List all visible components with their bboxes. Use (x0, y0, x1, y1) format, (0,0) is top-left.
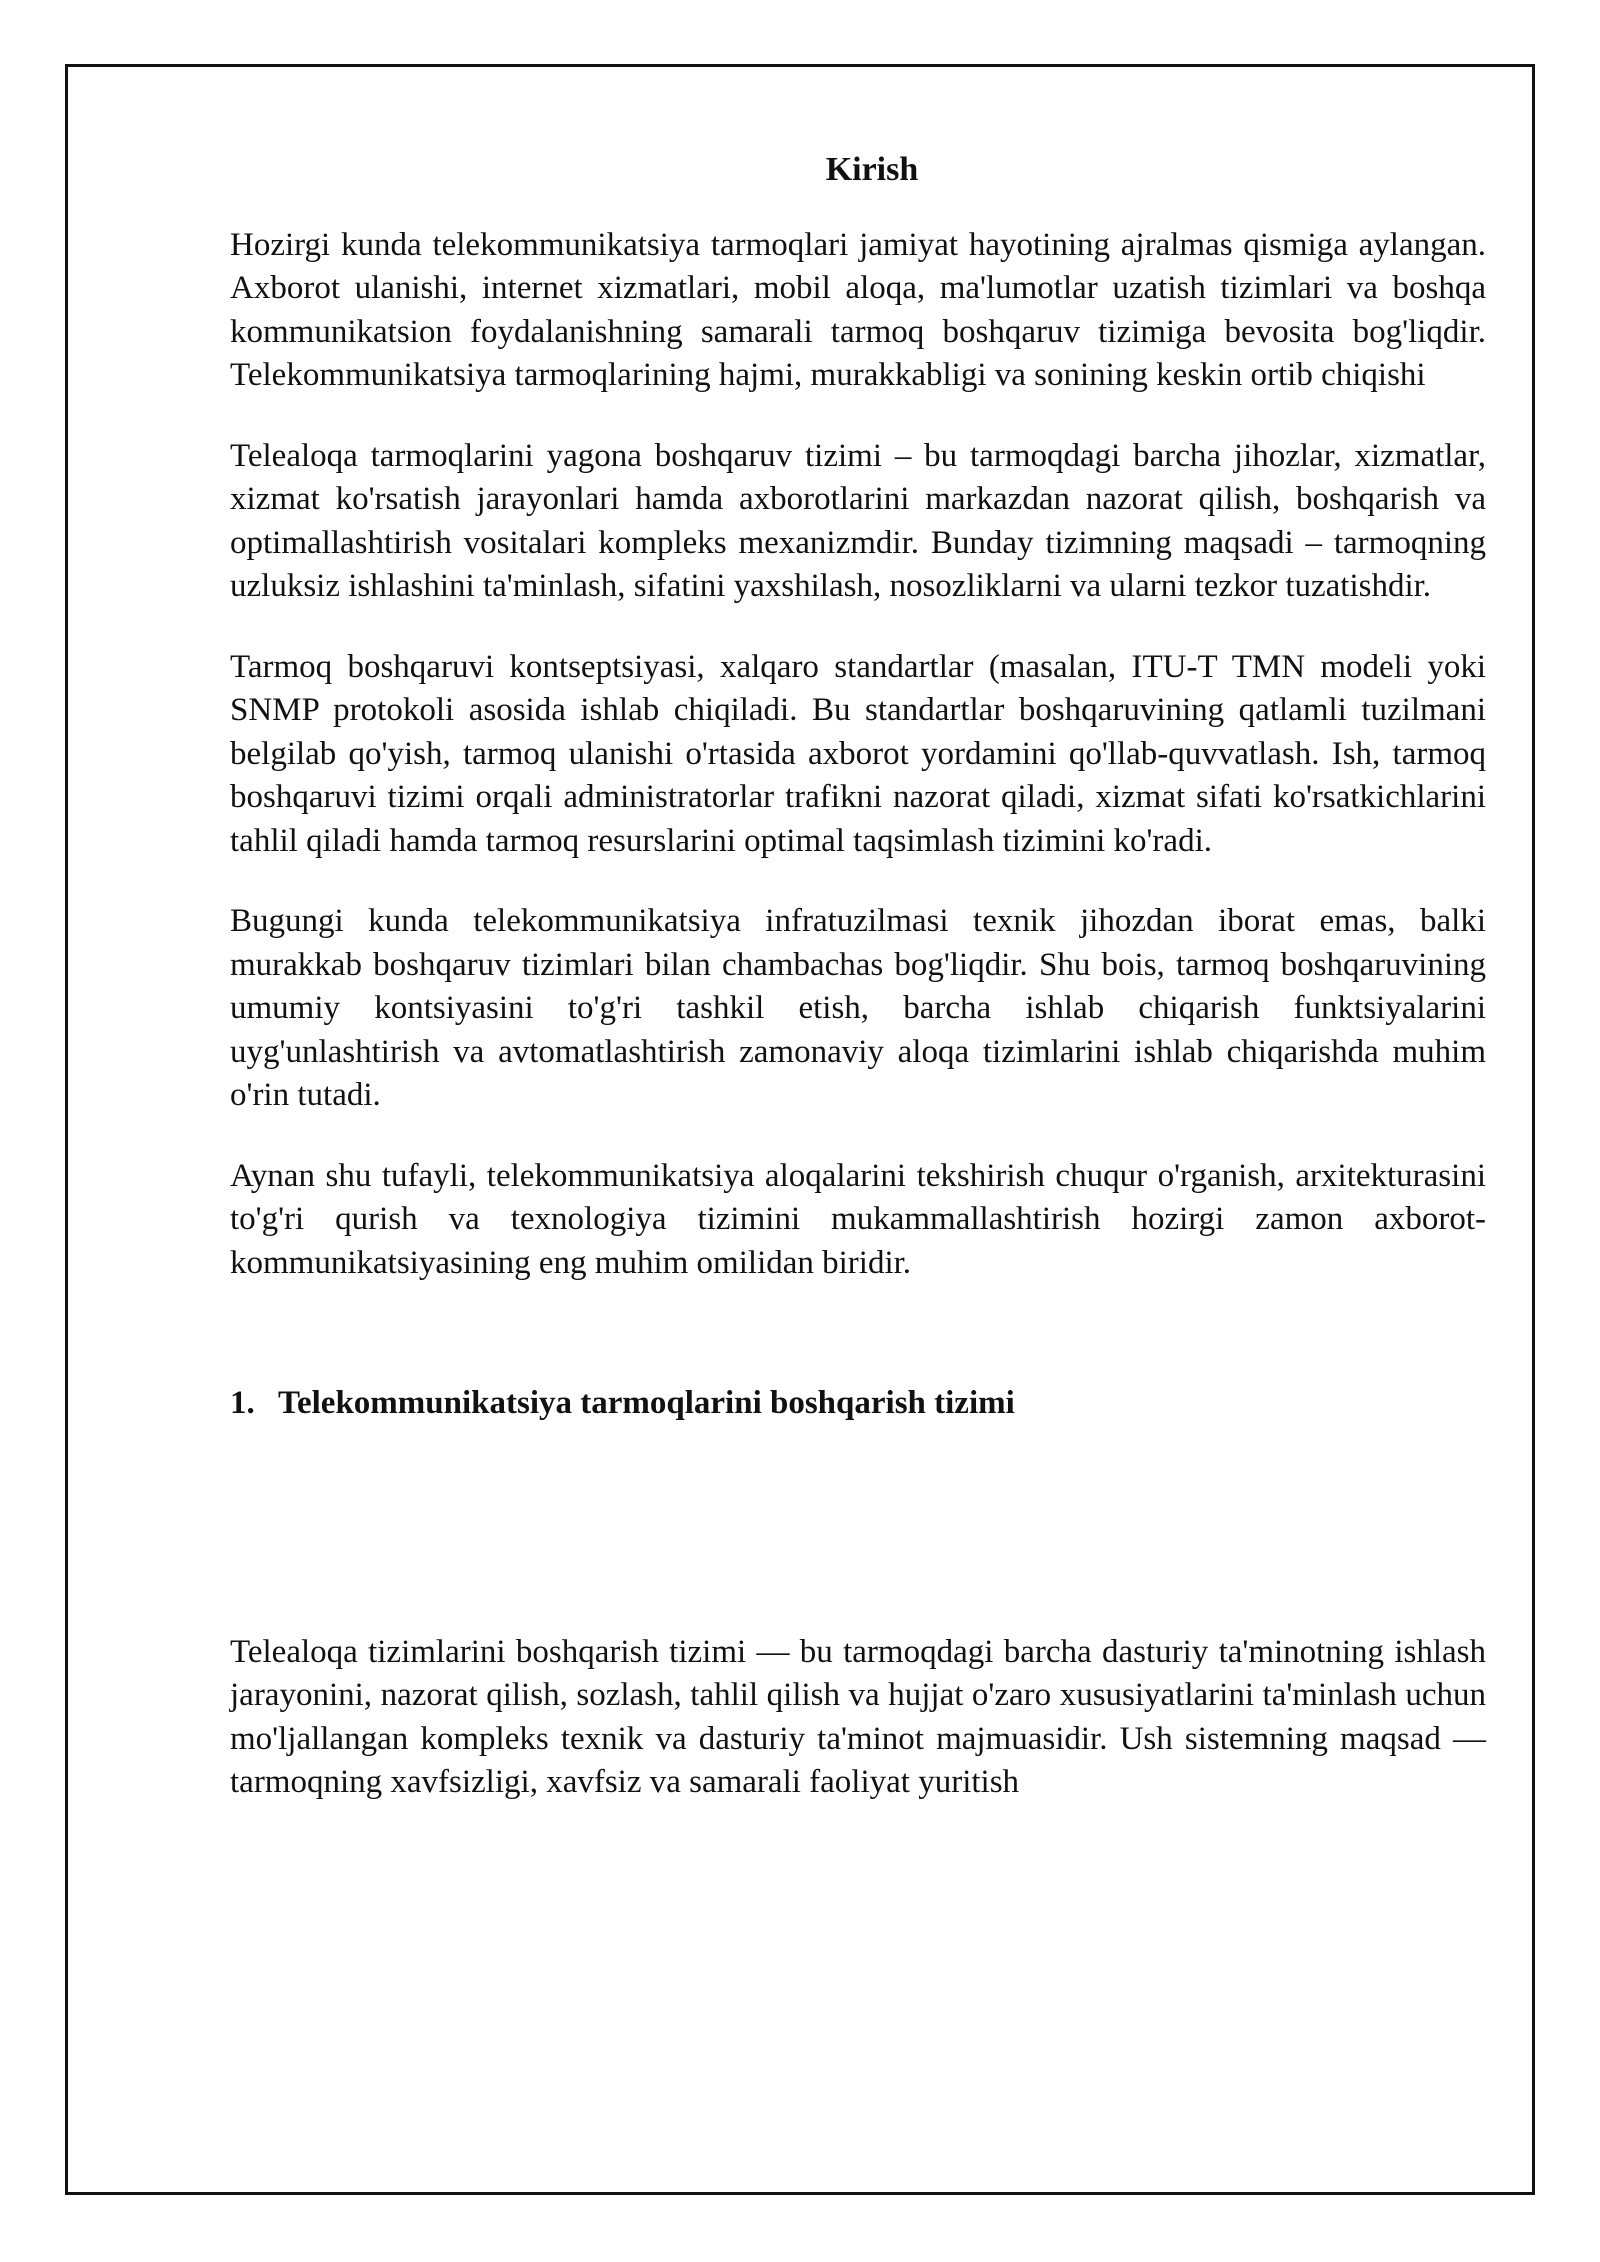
section-number: 1. (230, 1385, 255, 1421)
paragraph-3: Tarmoq boshqaruvi kontseptsiyasi, xalqaro standartlar (masalan, ITU-T TMN modeli yoki SNMP protokoli asosida ishlab chiqiladi. Bu standartlar boshqaruvining qatlamli tuzilmani belgilab qo'yish, tarmoq ulanishi o'rtasida axborot yordamini qo'llab-quvvatlash. Ish, tarmoq boshqaruvi tizimi orqali administratorlar trafikni nazorat qiladi, xizmat sifati ko'rsatkichlarini tahlil qiladi hamda tarmoq resurslarini optimal taqsimlash tizimini ko'radi. (230, 648, 1486, 859)
page-title: Kirish (825, 151, 919, 188)
paragraph-1: Hozirgi kunda telekommunikatsiya tarmoqlari jamiyat hayotining ajralmas qismiga aylangan. Axborot ulanishi, internet xizmatlari, mobil aloqa, ma'lumotlar uzatish tizimlari va boshqa kommunikatsion foydalanishning samarali tarmoq boshqaruv tizimiga bevosita bog'liqdir. Telekommunikatsiya tarmoqlarining hajmi, murakkabligi va sonining keskin ortib chiqishi (230, 226, 1486, 393)
section-heading (230, 1382, 1486, 1426)
section-paragraph: Telealoqa tizimlarini boshqarish tizimi — bu tarmoqdagi barcha dasturiy ta'minotning ishlash jarayonini, nazorat qilish, sozlash, tahlil qilish va hujjat o'zaro xususiyatlarini ta'minlash uchun mo'ljallangan kompleks texnik va dasturiy ta'minot majmuasidir. Ush sistemning maqsad — tarmoqning xavfsizligi, xavfsiz va samarali faoliyat yuritish (230, 1633, 1486, 1800)
paragraph-2: Telealoqa tarmoqlarini yagona boshqaruv tizimi – bu tarmoqdagi barcha jihozlar, xizmatlar, xizmat ko'rsatish jarayonlari hamda axborotlarini markazdan nazorat qilish, boshqarish va optimallashtirish vositalari kompleks mexanizmdir. Bunday tizimning maqsadi – tarmoqning uzluksiz ishlashini ta'minlash, sifatini yaxshilash, nosozliklarni va ularni tezkor tuzatishdir. (230, 437, 1486, 604)
section-title: Telekommunikatsiya tarmoqlarini boshqarish tizimi (278, 1385, 1015, 1421)
document-body (230, 148, 1486, 1842)
paragraph-5: Aynan shu tufayli, telekommunikatsiya aloqalarini tekshirish chuqur o'rganish, arxitekturasini to'g'ri qurish va texnologiya tizimini mukammallashtirish hozirgi zamon axborot-kommunikatsiyasining eng muhim omilidan biridir. (230, 1157, 1486, 1281)
paragraph-4: Bugungi kunda telekommunikatsiya infratuzilmasi texnik jihozdan iborat emas, balki murakkab boshqaruv tizimlari bilan chambachas bog'liqdir. Shu bois, tarmoq boshqaruvining umumiy kontsiyasini to'g'ri tashkil etish, barcha ishlab chiqarish funktsiyalarini uyg'unlashtirish va avtomatlashtirish zamonaviy aloqa tizimlarini ishlab chiqarishda muhim o'rin tutadi. (230, 903, 1486, 1113)
